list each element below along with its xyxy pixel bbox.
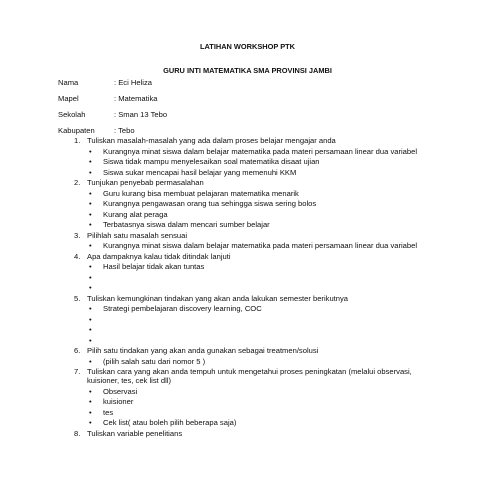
- bullet-icon: •: [89, 146, 92, 156]
- info-value: : Matematika: [114, 94, 158, 103]
- bullet-text: (pilih salah satu dari nomor 5 ): [103, 356, 206, 366]
- bullet-item: [0, 273, 495, 282]
- bullet-item: [0, 304, 495, 313]
- bullet-text: Kurangnya pengawasan orang tua sehingga siswa sering bolos: [103, 199, 317, 208]
- question-text: Tuliskan cara yang akan anda tempuh untuk mengetahui proses peningkatan (melalui observasi, kuisioner, tes, cek list dll): [87, 367, 412, 385]
- bullet-item: [0, 315, 495, 324]
- question-item: [0, 252, 495, 261]
- bullet-text: Hasil belajar tidak akan tuntas: [103, 262, 205, 271]
- question-number: 1.: [74, 136, 81, 145]
- document-title: LATIHAN WORKSHOP PTK: [200, 42, 295, 51]
- bullet-icon: •: [89, 167, 92, 177]
- bullet-icon: •: [89, 314, 92, 324]
- bullet-item: [0, 262, 495, 271]
- bullet-item: [0, 147, 495, 156]
- bullet-item: [0, 168, 495, 177]
- question-number: 4.: [74, 251, 81, 261]
- bullet-item: [0, 210, 495, 219]
- info-label: Mapel: [58, 94, 79, 103]
- question-text: Tuliskan variable penelitians: [87, 428, 183, 438]
- bullet-text: Guru kurang bisa membuat pelajaran matematika menarik: [103, 188, 299, 198]
- bullet-icon: •: [89, 397, 92, 406]
- info-value: : Tebo: [114, 126, 135, 135]
- bullet-item: [0, 418, 495, 427]
- question-item: [0, 346, 495, 355]
- info-value: : Sman 13 Tebo: [114, 110, 168, 119]
- question-text: Pilih satu tindakan yang akan anda gunakan sebagai treatmen/solusi: [87, 346, 319, 355]
- bullet-item: [0, 189, 495, 198]
- info-value: : Eci Heliza: [114, 78, 152, 87]
- bullet-item: [0, 220, 495, 229]
- bullet-icon: •: [89, 188, 92, 198]
- question-item: [0, 136, 495, 145]
- question-number: 3.: [74, 230, 81, 240]
- bullet-icon: •: [89, 220, 92, 229]
- question-text: Tuliskan masalah-masalah yang ada dalam proses belajar mengajar anda: [87, 136, 336, 145]
- info-label: Sekolah: [58, 110, 86, 119]
- question-item: [0, 367, 495, 385]
- question-item: [0, 178, 495, 187]
- bullet-icon: •: [89, 386, 92, 396]
- question-text: Apa dampaknya kalau tidak ditindak lanjuti: [87, 251, 231, 261]
- document-subtitle: GURU INTI MATEMATIKA SMA PROVINSI JAMBI: [163, 66, 332, 75]
- bullet-item: [0, 336, 495, 345]
- info-label: Nama: [58, 78, 79, 87]
- bullet-text: Terbatasnya siswa dalam mencari sumber belajar: [103, 220, 270, 229]
- bullet-icon: •: [89, 241, 92, 250]
- bullet-text: Cek list( atau boleh pilih beberapa saja): [103, 418, 237, 427]
- question-item: [0, 429, 495, 438]
- bullet-item: [0, 157, 495, 166]
- bullet-item: [0, 357, 495, 366]
- info-label: Kabupaten: [58, 126, 95, 135]
- question-text: Tunjukan penyebab permasalahan: [87, 178, 204, 187]
- bullet-text: Siswa sukar mencapai hasil belajar yang memenuhi KKM: [103, 167, 297, 177]
- bullet-text: Strategi pembelajaran discovery learning, COC: [103, 304, 262, 313]
- bullet-icon: •: [89, 157, 92, 166]
- bullet-icon: •: [89, 262, 92, 271]
- question-number: 7.: [74, 367, 81, 376]
- bullet-text: Kurangnya minat siswa dalam belajar matematika pada materi persamaan linear dua variabel: [103, 241, 418, 250]
- bullet-icon: •: [89, 283, 92, 292]
- bullet-item: [0, 241, 495, 250]
- bullet-icon: •: [89, 272, 92, 282]
- bullet-item: [0, 283, 495, 292]
- bullet-item: [0, 397, 495, 406]
- bullet-icon: •: [89, 199, 92, 208]
- bullet-text: Siswa tidak mampu menyelesaikan soal matematika disaat ujian: [103, 157, 320, 166]
- bullet-text: Kurangnya minat siswa dalam belajar matematika pada materi persamaan linear dua variabel: [103, 146, 418, 156]
- bullet-icon: •: [89, 356, 92, 366]
- bullet-text: kuisioner: [103, 397, 134, 406]
- question-text: Pilihlah satu masalah sensuai: [87, 230, 188, 240]
- bullet-icon: •: [89, 418, 92, 427]
- bullet-text: tes: [103, 407, 114, 417]
- bullet-icon: •: [89, 335, 92, 345]
- question-number: 6.: [74, 346, 81, 355]
- bullet-text: Observasi: [103, 386, 138, 396]
- bullet-icon: •: [89, 209, 92, 219]
- question-number: 5.: [74, 293, 81, 303]
- bullet-text: Kurang alat peraga: [103, 209, 168, 219]
- bullet-item: [0, 325, 495, 334]
- bullet-item: [0, 387, 495, 396]
- bullet-icon: •: [89, 407, 92, 417]
- question-text: Tuliskan kemungkinan tindakan yang akan anda lakukan semester berikutnya: [87, 293, 349, 303]
- question-number: 8.: [74, 428, 81, 438]
- question-item: [0, 294, 495, 303]
- bullet-item: [0, 408, 495, 417]
- question-item: [0, 231, 495, 240]
- bullet-icon: •: [89, 325, 92, 334]
- question-list: [0, 136, 495, 439]
- bullet-item: [0, 199, 495, 208]
- bullet-icon: •: [89, 304, 92, 313]
- question-number: 2.: [74, 178, 81, 187]
